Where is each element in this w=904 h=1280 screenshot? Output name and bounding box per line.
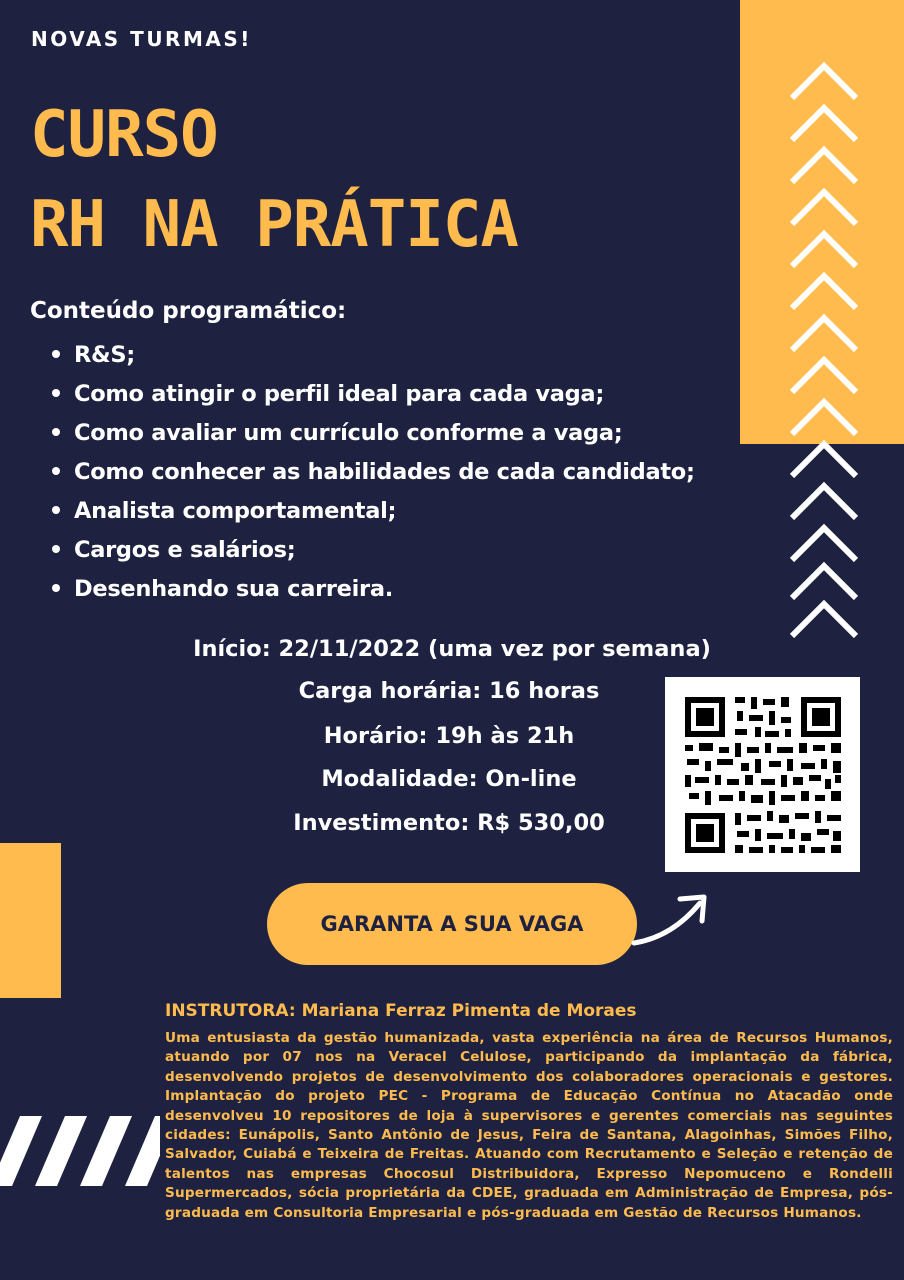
- chevron-up-icon: [792, 318, 856, 350]
- chevron-up-icon: [792, 150, 856, 182]
- list-item: Analista comportamental;: [52, 492, 695, 531]
- instructor-bio: Uma entusiasta da gestão humanizada, vasta experiência na área de Recursos Humanos, atuando por 07 nos na Veracel Celulose, participando da implantação da fábrica, desenvolvendo projetos de desenvolvimento dos colaboradores operacionais e gestores. Implantação do projeto PEC - Programa de Educação Contínua no Atacadão onde desenvolveu 10 repositores de loja à supervisores e gerentes comerciais nas seguintes cidades: Eunápolis, Santo Antônio de Jesus, Feira de Santana, Alagoinhas, Simões Filho, Salvador, Cuiabá e Teixeira de Freitas. Atuando com Recrutamento e Seleção e retenção de talentos nas empresas Chocosul Distribuidora, Expresso Nepomuceno e Rondelli Supermercados, sócia proprietária da CDEE, graduada em Administração de Empresa, pós-graduada em Consultoria Empresarial e pós-graduada em Gestão de Recursos Humanos.: [165, 1030, 893, 1221]
- chevron-up-icon: [792, 566, 856, 598]
- chevron-up-icon: [792, 276, 856, 308]
- bullet-icon: [52, 506, 60, 514]
- hazard-stripes: [0, 1116, 160, 1186]
- bullet-icon: [52, 350, 60, 358]
- schedule: Horário: 19h às 21h: [323, 723, 575, 749]
- bullet-icon: [52, 545, 60, 553]
- list-item: Desenhando sua carreira.: [52, 570, 695, 609]
- modality: Modalidade: On-line: [321, 766, 577, 792]
- list-item: Como atingir o perfil ideal para cada vaga;: [52, 375, 695, 414]
- title-line-1: CURSO: [30, 98, 218, 172]
- workload: Carga horária: 16 horas: [298, 678, 600, 704]
- chevron-up-icon: [792, 66, 856, 98]
- chevron-up-icon: [792, 108, 856, 140]
- chevron-up-icon-column: [790, 60, 862, 640]
- chevron-up-icon: [792, 234, 856, 266]
- cta-button[interactable]: GARANTA A SUA VAGA: [267, 883, 637, 965]
- list-item: Cargos e salários;: [52, 531, 695, 570]
- kicker-label: NOVAS TURMAS!: [31, 27, 252, 51]
- chevron-up-icon: [792, 402, 856, 434]
- chevron-up-icon: [792, 604, 856, 636]
- page-title: [30, 90, 518, 270]
- chevron-up-icon: [792, 528, 856, 560]
- title-line-2: RH NA PRÁTICA: [30, 188, 518, 262]
- list-item: Como conhecer as habilidades de cada candidato;: [52, 453, 695, 492]
- accent-stripe-left: [0, 843, 61, 998]
- bullet-icon: [52, 584, 60, 592]
- start-date: Início: 22/11/2022 (uma vez por semana): [193, 636, 711, 662]
- syllabus-heading: Conteúdo programático:: [30, 298, 347, 324]
- bullet-icon: [52, 428, 60, 436]
- list-item: R&S;: [52, 336, 695, 375]
- bullet-icon: [52, 389, 60, 397]
- chevron-up-icon: [792, 444, 856, 476]
- chevron-up-icon: [792, 360, 856, 392]
- chevron-up-icon: [792, 192, 856, 224]
- bullet-icon: [52, 467, 60, 475]
- qr-code-graphic: [665, 677, 860, 872]
- list-item: Como avaliar um currículo conforme a vaga;: [52, 414, 695, 453]
- qr-code[interactable]: [665, 677, 860, 872]
- price: Investimento: R$ 530,00: [293, 810, 605, 836]
- chevron-up-icon: [792, 486, 856, 518]
- instructor-title: INSTRUTORA: Mariana Ferraz Pimenta de Moraes: [165, 1001, 637, 1021]
- curved-arrow-icon: [628, 885, 718, 955]
- syllabus-list: [52, 336, 695, 609]
